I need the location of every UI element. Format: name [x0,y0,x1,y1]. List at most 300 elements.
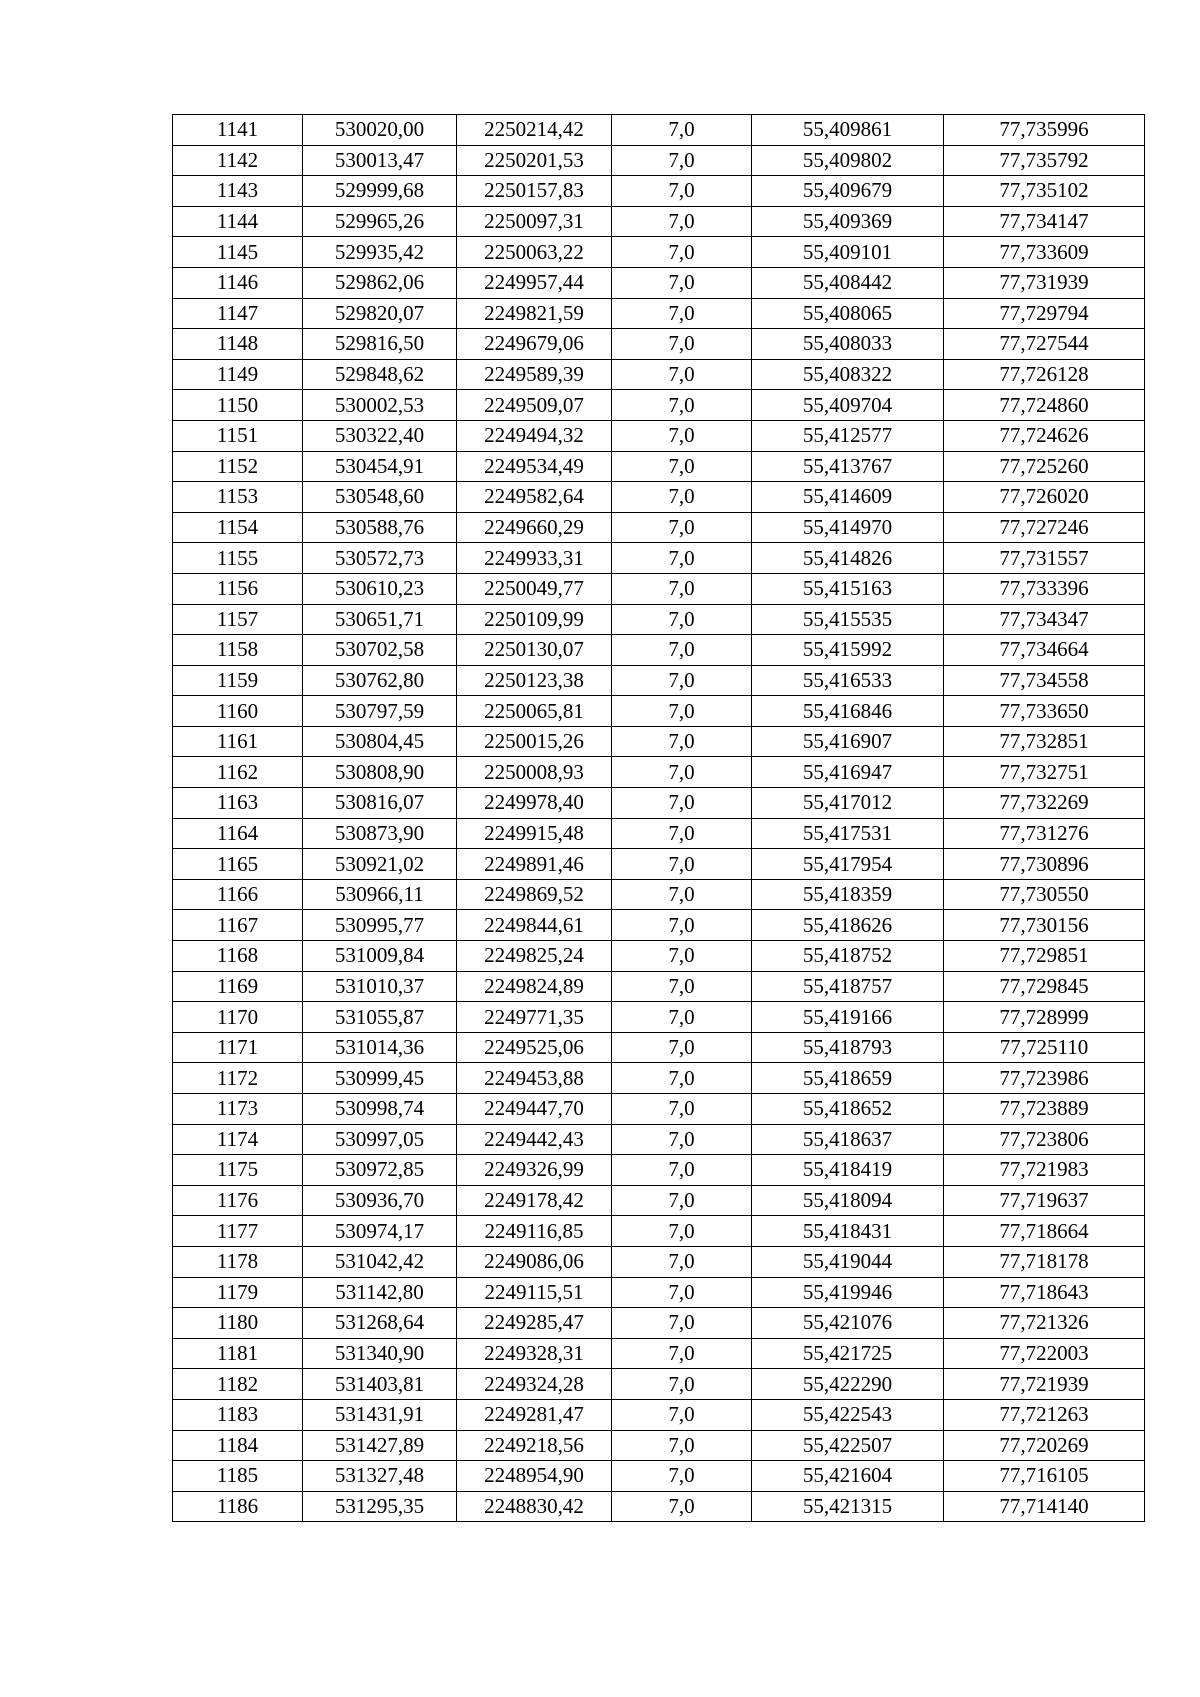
x-coordinate-cell: 530020,00 [303,115,457,146]
longitude-cell: 77,734147 [944,206,1145,237]
table-row [173,1002,1145,1033]
latitude-cell: 55,418419 [752,1155,944,1186]
y-coordinate-cell: 2249178,42 [457,1185,612,1216]
accuracy-cell: 7,0 [612,1032,752,1063]
longitude-cell: 77,725260 [944,451,1145,482]
accuracy-cell: 7,0 [612,726,752,757]
x-coordinate-cell: 531431,91 [303,1399,457,1430]
accuracy-cell: 7,0 [612,1430,752,1461]
accuracy-cell: 7,0 [612,910,752,941]
y-coordinate-cell: 2249116,85 [457,1216,612,1247]
point-number-cell: 1159 [173,665,303,696]
table-row [173,1032,1145,1063]
table-row [173,910,1145,941]
table-row [173,971,1145,1002]
x-coordinate-cell: 531340,90 [303,1338,457,1369]
latitude-cell: 55,421604 [752,1461,944,1492]
point-number-cell: 1164 [173,818,303,849]
y-coordinate-cell: 2250201,53 [457,145,612,176]
table-row [173,512,1145,543]
point-number-cell: 1146 [173,267,303,298]
point-number-cell: 1182 [173,1369,303,1400]
longitude-cell: 77,719637 [944,1185,1145,1216]
latitude-cell: 55,418626 [752,910,944,941]
table-row [173,879,1145,910]
table-row [173,451,1145,482]
table-row [173,420,1145,451]
y-coordinate-cell: 2249957,44 [457,267,612,298]
point-number-cell: 1144 [173,206,303,237]
accuracy-cell: 7,0 [612,604,752,635]
longitude-cell: 77,718178 [944,1246,1145,1277]
accuracy-cell: 7,0 [612,329,752,360]
latitude-cell: 55,421725 [752,1338,944,1369]
point-number-cell: 1184 [173,1430,303,1461]
table-row [173,543,1145,574]
x-coordinate-cell: 531055,87 [303,1002,457,1033]
accuracy-cell: 7,0 [612,1155,752,1186]
point-number-cell: 1178 [173,1246,303,1277]
y-coordinate-cell: 2249821,59 [457,298,612,329]
longitude-cell: 77,729851 [944,941,1145,972]
accuracy-cell: 7,0 [612,115,752,146]
accuracy-cell: 7,0 [612,573,752,604]
accuracy-cell: 7,0 [612,1216,752,1247]
accuracy-cell: 7,0 [612,176,752,207]
x-coordinate-cell: 530572,73 [303,543,457,574]
table-row [173,1491,1145,1522]
accuracy-cell: 7,0 [612,206,752,237]
point-number-cell: 1147 [173,298,303,329]
point-number-cell: 1156 [173,573,303,604]
latitude-cell: 55,409679 [752,176,944,207]
x-coordinate-cell: 531009,84 [303,941,457,972]
table-row [173,573,1145,604]
x-coordinate-cell: 529999,68 [303,176,457,207]
table-row [173,176,1145,207]
accuracy-cell: 7,0 [612,145,752,176]
x-coordinate-cell: 530588,76 [303,512,457,543]
point-number-cell: 1153 [173,482,303,513]
point-number-cell: 1167 [173,910,303,941]
table-row [173,145,1145,176]
point-number-cell: 1181 [173,1338,303,1369]
x-coordinate-cell: 531327,48 [303,1461,457,1492]
longitude-cell: 77,734558 [944,665,1145,696]
point-number-cell: 1166 [173,879,303,910]
accuracy-cell: 7,0 [612,1461,752,1492]
point-number-cell: 1176 [173,1185,303,1216]
y-coordinate-cell: 2249324,28 [457,1369,612,1400]
coordinates-table [172,114,1145,1522]
accuracy-cell: 7,0 [612,420,752,451]
x-coordinate-cell: 531268,64 [303,1308,457,1339]
x-coordinate-cell: 530997,05 [303,1124,457,1155]
table-row [173,1216,1145,1247]
x-coordinate-cell: 530998,74 [303,1094,457,1125]
table-row [173,818,1145,849]
longitude-cell: 77,731276 [944,818,1145,849]
y-coordinate-cell: 2249824,89 [457,971,612,1002]
latitude-cell: 55,418431 [752,1216,944,1247]
latitude-cell: 55,409802 [752,145,944,176]
accuracy-cell: 7,0 [612,1399,752,1430]
y-coordinate-cell: 2250063,22 [457,237,612,268]
point-number-cell: 1183 [173,1399,303,1430]
longitude-cell: 77,734347 [944,604,1145,635]
accuracy-cell: 7,0 [612,1338,752,1369]
accuracy-cell: 7,0 [612,482,752,513]
latitude-cell: 55,416846 [752,696,944,727]
latitude-cell: 55,418094 [752,1185,944,1216]
x-coordinate-cell: 530966,11 [303,879,457,910]
y-coordinate-cell: 2249494,32 [457,420,612,451]
point-number-cell: 1154 [173,512,303,543]
point-number-cell: 1174 [173,1124,303,1155]
x-coordinate-cell: 529816,50 [303,329,457,360]
longitude-cell: 77,725110 [944,1032,1145,1063]
table-row [173,1369,1145,1400]
longitude-cell: 77,732269 [944,788,1145,819]
accuracy-cell: 7,0 [612,818,752,849]
table-row [173,665,1145,696]
x-coordinate-cell: 530548,60 [303,482,457,513]
point-number-cell: 1151 [173,420,303,451]
latitude-cell: 55,418752 [752,941,944,972]
point-number-cell: 1160 [173,696,303,727]
y-coordinate-cell: 2249509,07 [457,390,612,421]
accuracy-cell: 7,0 [612,237,752,268]
latitude-cell: 55,419044 [752,1246,944,1277]
longitude-cell: 77,716105 [944,1461,1145,1492]
x-coordinate-cell: 530921,02 [303,849,457,880]
latitude-cell: 55,418659 [752,1063,944,1094]
y-coordinate-cell: 2249869,52 [457,879,612,910]
y-coordinate-cell: 2249534,49 [457,451,612,482]
y-coordinate-cell: 2249328,31 [457,1338,612,1369]
longitude-cell: 77,721326 [944,1308,1145,1339]
point-number-cell: 1142 [173,145,303,176]
longitude-cell: 77,729794 [944,298,1145,329]
longitude-cell: 77,733396 [944,573,1145,604]
point-number-cell: 1143 [173,176,303,207]
x-coordinate-cell: 530013,47 [303,145,457,176]
table-row [173,757,1145,788]
longitude-cell: 77,729845 [944,971,1145,1002]
accuracy-cell: 7,0 [612,1185,752,1216]
point-number-cell: 1185 [173,1461,303,1492]
table-row [173,1338,1145,1369]
longitude-cell: 77,723986 [944,1063,1145,1094]
table-row [173,359,1145,390]
accuracy-cell: 7,0 [612,696,752,727]
y-coordinate-cell: 2249281,47 [457,1399,612,1430]
x-coordinate-cell: 530651,71 [303,604,457,635]
longitude-cell: 77,730896 [944,849,1145,880]
y-coordinate-cell: 2249660,29 [457,512,612,543]
x-coordinate-cell: 531014,36 [303,1032,457,1063]
table-row [173,206,1145,237]
point-number-cell: 1172 [173,1063,303,1094]
y-coordinate-cell: 2249933,31 [457,543,612,574]
x-coordinate-cell: 530999,45 [303,1063,457,1094]
latitude-cell: 55,421076 [752,1308,944,1339]
y-coordinate-cell: 2249589,39 [457,359,612,390]
y-coordinate-cell: 2250214,42 [457,115,612,146]
table-row [173,298,1145,329]
latitude-cell: 55,409704 [752,390,944,421]
accuracy-cell: 7,0 [612,665,752,696]
y-coordinate-cell: 2250123,38 [457,665,612,696]
latitude-cell: 55,421315 [752,1491,944,1522]
point-number-cell: 1169 [173,971,303,1002]
point-number-cell: 1141 [173,115,303,146]
point-number-cell: 1173 [173,1094,303,1125]
y-coordinate-cell: 2249326,99 [457,1155,612,1186]
x-coordinate-cell: 530936,70 [303,1185,457,1216]
longitude-cell: 77,721983 [944,1155,1145,1186]
longitude-cell: 77,727246 [944,512,1145,543]
longitude-cell: 77,734664 [944,635,1145,666]
accuracy-cell: 7,0 [612,543,752,574]
longitude-cell: 77,721263 [944,1399,1145,1430]
latitude-cell: 55,413767 [752,451,944,482]
longitude-cell: 77,726020 [944,482,1145,513]
point-number-cell: 1162 [173,757,303,788]
y-coordinate-cell: 2250015,26 [457,726,612,757]
longitude-cell: 77,721939 [944,1369,1145,1400]
y-coordinate-cell: 2249679,06 [457,329,612,360]
latitude-cell: 55,408442 [752,267,944,298]
latitude-cell: 55,415535 [752,604,944,635]
latitude-cell: 55,417012 [752,788,944,819]
latitude-cell: 55,408065 [752,298,944,329]
y-coordinate-cell: 2249447,70 [457,1094,612,1125]
table-row [173,1063,1145,1094]
x-coordinate-cell: 530702,58 [303,635,457,666]
latitude-cell: 55,422543 [752,1399,944,1430]
x-coordinate-cell: 530610,23 [303,573,457,604]
table-row [173,788,1145,819]
y-coordinate-cell: 2250109,99 [457,604,612,635]
accuracy-cell: 7,0 [612,1094,752,1125]
accuracy-cell: 7,0 [612,879,752,910]
latitude-cell: 55,418793 [752,1032,944,1063]
latitude-cell: 55,418652 [752,1094,944,1125]
y-coordinate-cell: 2249825,24 [457,941,612,972]
table-row [173,1246,1145,1277]
latitude-cell: 55,417531 [752,818,944,849]
accuracy-cell: 7,0 [612,267,752,298]
y-coordinate-cell: 2249844,61 [457,910,612,941]
latitude-cell: 55,418637 [752,1124,944,1155]
coordinates-table-body [173,115,1145,1522]
point-number-cell: 1157 [173,604,303,635]
point-number-cell: 1180 [173,1308,303,1339]
y-coordinate-cell: 2250049,77 [457,573,612,604]
longitude-cell: 77,732751 [944,757,1145,788]
longitude-cell: 77,735102 [944,176,1145,207]
accuracy-cell: 7,0 [612,1002,752,1033]
latitude-cell: 55,414826 [752,543,944,574]
x-coordinate-cell: 530873,90 [303,818,457,849]
latitude-cell: 55,414609 [752,482,944,513]
accuracy-cell: 7,0 [612,635,752,666]
latitude-cell: 55,415163 [752,573,944,604]
x-coordinate-cell: 529820,07 [303,298,457,329]
x-coordinate-cell: 531427,89 [303,1430,457,1461]
longitude-cell: 77,718664 [944,1216,1145,1247]
x-coordinate-cell: 530804,45 [303,726,457,757]
point-number-cell: 1177 [173,1216,303,1247]
y-coordinate-cell: 2249218,56 [457,1430,612,1461]
longitude-cell: 77,730156 [944,910,1145,941]
x-coordinate-cell: 530972,85 [303,1155,457,1186]
x-coordinate-cell: 531142,80 [303,1277,457,1308]
x-coordinate-cell: 530816,07 [303,788,457,819]
point-number-cell: 1152 [173,451,303,482]
longitude-cell: 77,718643 [944,1277,1145,1308]
y-coordinate-cell: 2249771,35 [457,1002,612,1033]
table-row [173,329,1145,360]
accuracy-cell: 7,0 [612,359,752,390]
longitude-cell: 77,733650 [944,696,1145,727]
latitude-cell: 55,412577 [752,420,944,451]
table-row [173,1124,1145,1155]
y-coordinate-cell: 2249442,43 [457,1124,612,1155]
y-coordinate-cell: 2250008,93 [457,757,612,788]
table-row [173,941,1145,972]
x-coordinate-cell: 531010,37 [303,971,457,1002]
accuracy-cell: 7,0 [612,1246,752,1277]
table-row [173,726,1145,757]
table-row [173,115,1145,146]
table-row [173,849,1145,880]
y-coordinate-cell: 2249582,64 [457,482,612,513]
longitude-cell: 77,733609 [944,237,1145,268]
longitude-cell: 77,735792 [944,145,1145,176]
latitude-cell: 55,422290 [752,1369,944,1400]
y-coordinate-cell: 2248954,90 [457,1461,612,1492]
longitude-cell: 77,723889 [944,1094,1145,1125]
accuracy-cell: 7,0 [612,1124,752,1155]
accuracy-cell: 7,0 [612,298,752,329]
accuracy-cell: 7,0 [612,1369,752,1400]
latitude-cell: 55,409369 [752,206,944,237]
longitude-cell: 77,714140 [944,1491,1145,1522]
latitude-cell: 55,408033 [752,329,944,360]
table-row [173,390,1145,421]
latitude-cell: 55,414970 [752,512,944,543]
accuracy-cell: 7,0 [612,1063,752,1094]
x-coordinate-cell: 530454,91 [303,451,457,482]
x-coordinate-cell: 529862,06 [303,267,457,298]
latitude-cell: 55,419166 [752,1002,944,1033]
table-row [173,696,1145,727]
accuracy-cell: 7,0 [612,1308,752,1339]
table-row [173,1155,1145,1186]
point-number-cell: 1148 [173,329,303,360]
longitude-cell: 77,735996 [944,115,1145,146]
longitude-cell: 77,726128 [944,359,1145,390]
point-number-cell: 1163 [173,788,303,819]
x-coordinate-cell: 530762,80 [303,665,457,696]
accuracy-cell: 7,0 [612,971,752,1002]
table-row [173,1185,1145,1216]
point-number-cell: 1186 [173,1491,303,1522]
latitude-cell: 55,417954 [752,849,944,880]
longitude-cell: 77,722003 [944,1338,1145,1369]
y-coordinate-cell: 2249086,06 [457,1246,612,1277]
longitude-cell: 77,731939 [944,267,1145,298]
accuracy-cell: 7,0 [612,757,752,788]
point-number-cell: 1168 [173,941,303,972]
point-number-cell: 1145 [173,237,303,268]
latitude-cell: 55,416907 [752,726,944,757]
latitude-cell: 55,409101 [752,237,944,268]
x-coordinate-cell: 530322,40 [303,420,457,451]
longitude-cell: 77,732851 [944,726,1145,757]
x-coordinate-cell: 529848,62 [303,359,457,390]
latitude-cell: 55,422507 [752,1430,944,1461]
point-number-cell: 1150 [173,390,303,421]
y-coordinate-cell: 2249891,46 [457,849,612,880]
y-coordinate-cell: 2249285,47 [457,1308,612,1339]
accuracy-cell: 7,0 [612,788,752,819]
accuracy-cell: 7,0 [612,849,752,880]
longitude-cell: 77,724860 [944,390,1145,421]
table-row [173,1430,1145,1461]
y-coordinate-cell: 2250157,83 [457,176,612,207]
latitude-cell: 55,416533 [752,665,944,696]
latitude-cell: 55,415992 [752,635,944,666]
x-coordinate-cell: 530808,90 [303,757,457,788]
accuracy-cell: 7,0 [612,941,752,972]
table-row [173,635,1145,666]
x-coordinate-cell: 530002,53 [303,390,457,421]
y-coordinate-cell: 2250130,07 [457,635,612,666]
table-row [173,1308,1145,1339]
y-coordinate-cell: 2249978,40 [457,788,612,819]
accuracy-cell: 7,0 [612,512,752,543]
table-row [173,604,1145,635]
table-row [173,482,1145,513]
x-coordinate-cell: 531295,35 [303,1491,457,1522]
point-number-cell: 1165 [173,849,303,880]
y-coordinate-cell: 2250065,81 [457,696,612,727]
accuracy-cell: 7,0 [612,1491,752,1522]
point-number-cell: 1158 [173,635,303,666]
table-row [173,1277,1145,1308]
table-row [173,1399,1145,1430]
longitude-cell: 77,731557 [944,543,1145,574]
point-number-cell: 1179 [173,1277,303,1308]
x-coordinate-cell: 529965,26 [303,206,457,237]
x-coordinate-cell: 530995,77 [303,910,457,941]
table-row [173,237,1145,268]
longitude-cell: 77,730550 [944,879,1145,910]
longitude-cell: 77,720269 [944,1430,1145,1461]
x-coordinate-cell: 530797,59 [303,696,457,727]
latitude-cell: 55,416947 [752,757,944,788]
longitude-cell: 77,723806 [944,1124,1145,1155]
table-row [173,1461,1145,1492]
point-number-cell: 1149 [173,359,303,390]
point-number-cell: 1161 [173,726,303,757]
table-row [173,267,1145,298]
latitude-cell: 55,408322 [752,359,944,390]
point-number-cell: 1155 [173,543,303,574]
